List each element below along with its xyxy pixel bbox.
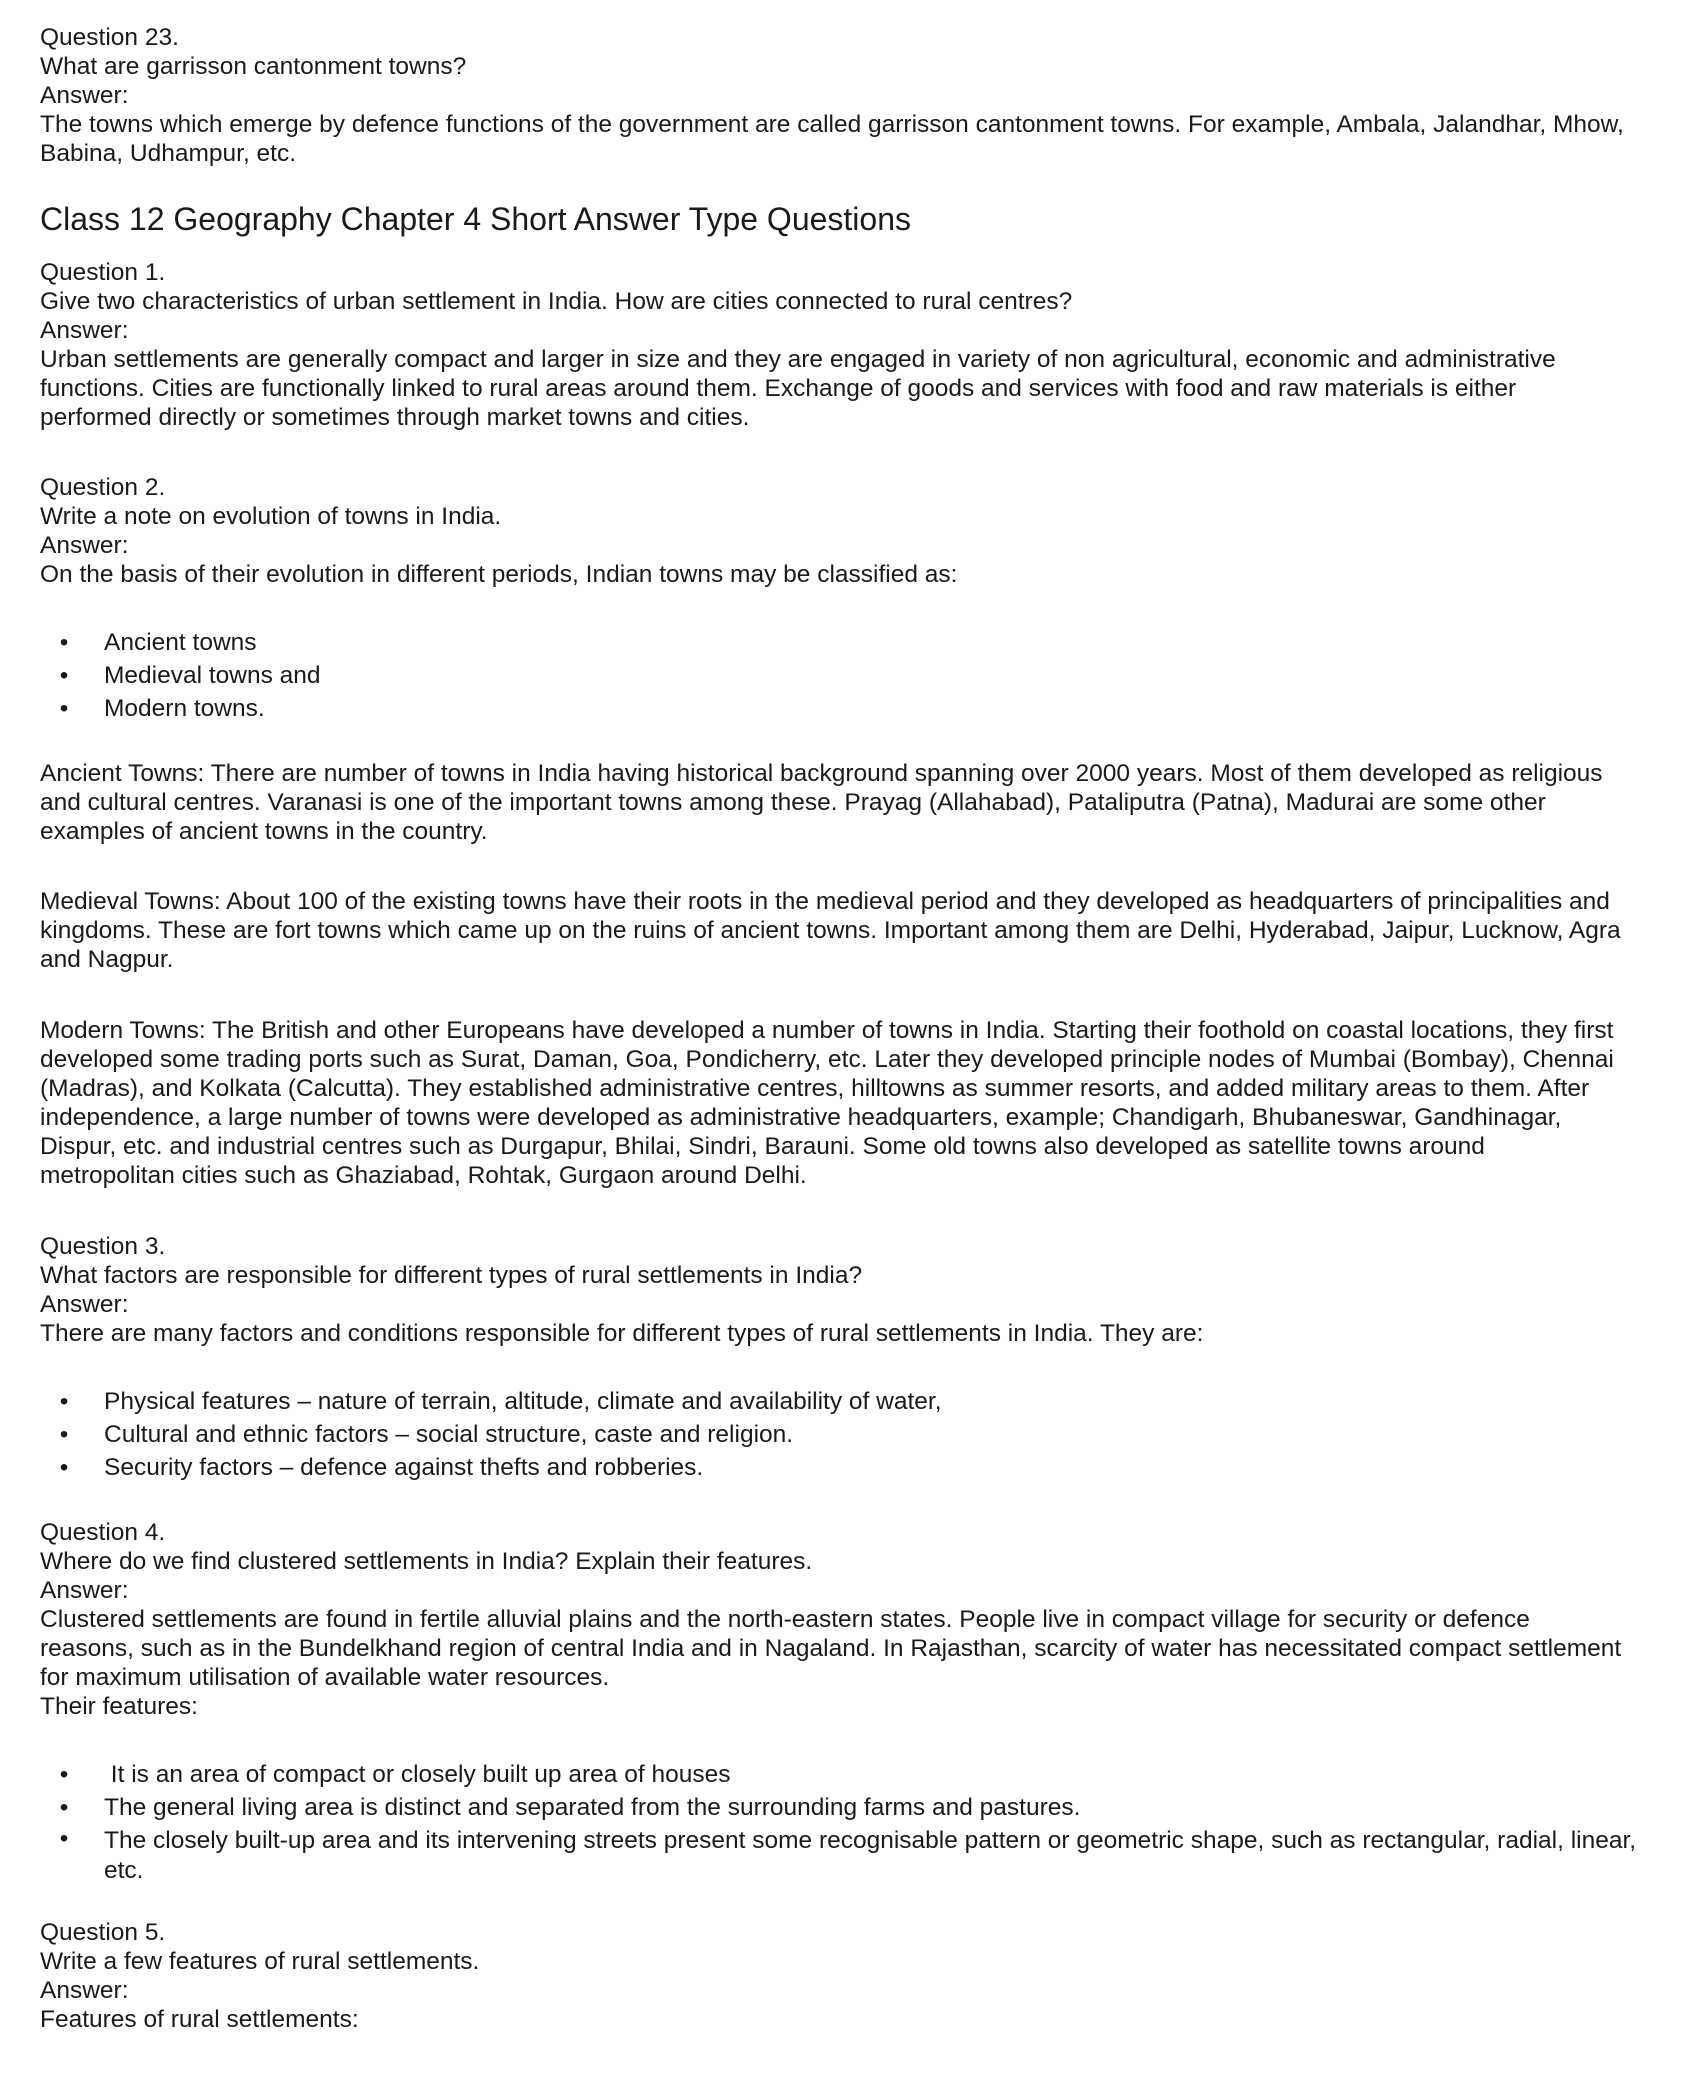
list-item-text: Medieval towns and (104, 662, 321, 689)
list-item-text: The closely built-up area and its intervening streets present some recognisable pattern or geometric shape, such as rectangular, radial, linear, etc. (104, 1827, 1637, 1884)
bullet-icon: • (59, 1825, 69, 1852)
paragraph-line: metropolitan cities such as Ghaziabad, Rohtak, Gurgaon around Delhi. (40, 1162, 807, 1189)
list-item-text: Modern towns. (104, 695, 265, 722)
medieval-towns-paragraph (40, 887, 1680, 974)
question-2-block (40, 473, 1680, 1190)
bullet-icon: • (59, 1388, 69, 1415)
paragraph-line: developed some trading ports such as Surat, Daman, Goa, Pondicherry, etc. Later they developed principle nodes of Mumbai (Bombay), Chennai (40, 1046, 1614, 1073)
modern-towns-paragraph (40, 1016, 1680, 1190)
list-item-text: It is an area of compact or closely built up area of houses (104, 1761, 731, 1788)
answer-text-line: The towns which emerge by defence functions of the government are called garrisson cantonment towns. For example, Ambala, Jalandhar, Mhow, (40, 111, 1624, 138)
question-1-block (40, 258, 1680, 432)
bullet-icon: • (59, 1421, 69, 1448)
answer-label: Answer: (40, 1577, 129, 1604)
list-item (40, 1385, 1680, 1418)
question-number: Question 1. (40, 259, 166, 286)
question-text: Where do we find clustered settlements in India? Explain their features. (40, 1548, 813, 1575)
bullet-icon: • (59, 629, 69, 656)
answer-text-line: Clustered settlements are found in fertile alluvial plains and the north-eastern states. People live in compact village for security or defence (40, 1606, 1530, 1633)
bullet-list (40, 626, 1680, 725)
question-text: Give two characteristics of urban settlement in India. How are cities connected to rural centres? (40, 288, 1073, 315)
list-item (40, 1418, 1680, 1451)
list-item (40, 692, 1680, 725)
list-item (40, 659, 1680, 692)
list-item-text: The general living area is distinct and separated from the surrounding farms and pastures. (104, 1794, 1081, 1821)
paragraph-line: Medieval Towns: About 100 of the existing towns have their roots in the medieval period and they developed as headquarters of principalities and (40, 888, 1610, 915)
question-5-block (40, 1918, 1680, 2034)
question-number: Question 5. (40, 1919, 166, 1946)
answer-text-line: reasons, such as in the Bundelkhand region of central India and in Nagaland. In Rajasthan, scarcity of water has necessitated compact settlement (40, 1635, 1622, 1662)
question-text: What are garrisson cantonment towns? (40, 53, 467, 80)
paragraph-line: Ancient Towns: There are number of towns in India having historical background spanning over 2000 years. Most of them developed as religious (40, 760, 1603, 787)
answer-text-line: functions. Cities are functionally linked to rural areas around them. Exchange of goods and services with food and raw materials is either (40, 375, 1517, 402)
bullet-icon: • (59, 662, 69, 689)
question-23-block (40, 23, 1680, 168)
document-content (40, 23, 1680, 2034)
list-item (40, 1791, 1680, 1824)
paragraph-line: Dispur, etc. and industrial centres such as Durgapur, Bhilai, Sindri, Barauni. Some old towns also developed as satellite towns around (40, 1133, 1485, 1160)
paragraph-line: and Nagpur. (40, 946, 174, 973)
answer-intro: There are many factors and conditions responsible for different types of rural settlements in India. They are: (40, 1320, 1204, 1347)
answer-label: Answer: (40, 82, 129, 109)
question-text: What factors are responsible for different types of rural settlements in India? (40, 1262, 863, 1289)
list-item-text: Physical features – nature of terrain, altitude, climate and availability of water, (104, 1388, 942, 1415)
paragraph-line: examples of ancient towns in the country. (40, 818, 488, 845)
bullet-list (40, 1758, 1680, 1886)
question-number: Question 3. (40, 1233, 166, 1260)
bullet-icon: • (59, 1794, 69, 1821)
bullet-icon: • (59, 1761, 69, 1788)
paragraph-line: Modern Towns: The British and other Europeans have developed a number of towns in India. Starting their foothold on coastal locations, they first (40, 1017, 1614, 1044)
answer-intro: Features of rural settlements: (40, 2006, 359, 2033)
paragraph-line: kingdoms. These are fort towns which came up on the ruins of ancient towns. Important among them are Delhi, Hyderabad, Jaipur, Lucknow, Agra (40, 917, 1621, 944)
list-item-text: Ancient towns (104, 629, 257, 656)
list-item (40, 1451, 1680, 1484)
answer-intro: On the basis of their evolution in different periods, Indian towns may be classified as: (40, 561, 958, 588)
features-label: Their features: (40, 1693, 198, 1720)
paragraph-line: independence, a large number of towns were developed as administrative headquarters, example; Chandigarh, Bhubaneswar, Gandhinagar, (40, 1104, 1562, 1131)
paragraph-line: (Madras), and Kolkata (Calcutta). They established administrative centres, hilltowns as summer resorts, and added military areas to them. After (40, 1075, 1590, 1102)
answer-text-line: Urban settlements are generally compact and larger in size and they are engaged in variety of non agricultural, economic and administrative (40, 346, 1556, 373)
answer-text-line: for maximum utilisation of available water resources. (40, 1664, 610, 1691)
answer-label: Answer: (40, 1977, 129, 2004)
list-item (40, 1824, 1680, 1886)
section-heading: Class 12 Geography Chapter 4 Short Answer Type Questions (40, 201, 911, 237)
list-item-text: Security factors – defence against thefts and robberies. (104, 1454, 704, 1481)
paragraph-line: and cultural centres. Varanasi is one of the important towns among these. Prayag (Allahabad), Pataliputra (Patna), Madurai are some other (40, 789, 1546, 816)
ancient-towns-paragraph (40, 759, 1680, 846)
bullet-icon: • (59, 1454, 69, 1481)
answer-label: Answer: (40, 317, 129, 344)
bullet-icon: • (59, 695, 69, 722)
question-3-block (40, 1232, 1680, 1484)
list-item (40, 1758, 1680, 1791)
question-text: Write a few features of rural settlements. (40, 1948, 480, 1975)
question-number: Question 2. (40, 474, 166, 501)
answer-text-line: Babina, Udhampur, etc. (40, 140, 297, 167)
question-4-block (40, 1518, 1680, 1886)
answer-label: Answer: (40, 532, 129, 559)
question-number: Question 23. (40, 24, 179, 51)
bullet-list (40, 1385, 1680, 1484)
answer-text-line: performed directly or sometimes through market towns and cities. (40, 404, 750, 431)
list-item (40, 626, 1680, 659)
answer-label: Answer: (40, 1291, 129, 1318)
question-text: Write a note on evolution of towns in India. (40, 503, 502, 530)
list-item-text: Cultural and ethnic factors – social structure, caste and religion. (104, 1421, 794, 1448)
question-number: Question 4. (40, 1519, 166, 1546)
